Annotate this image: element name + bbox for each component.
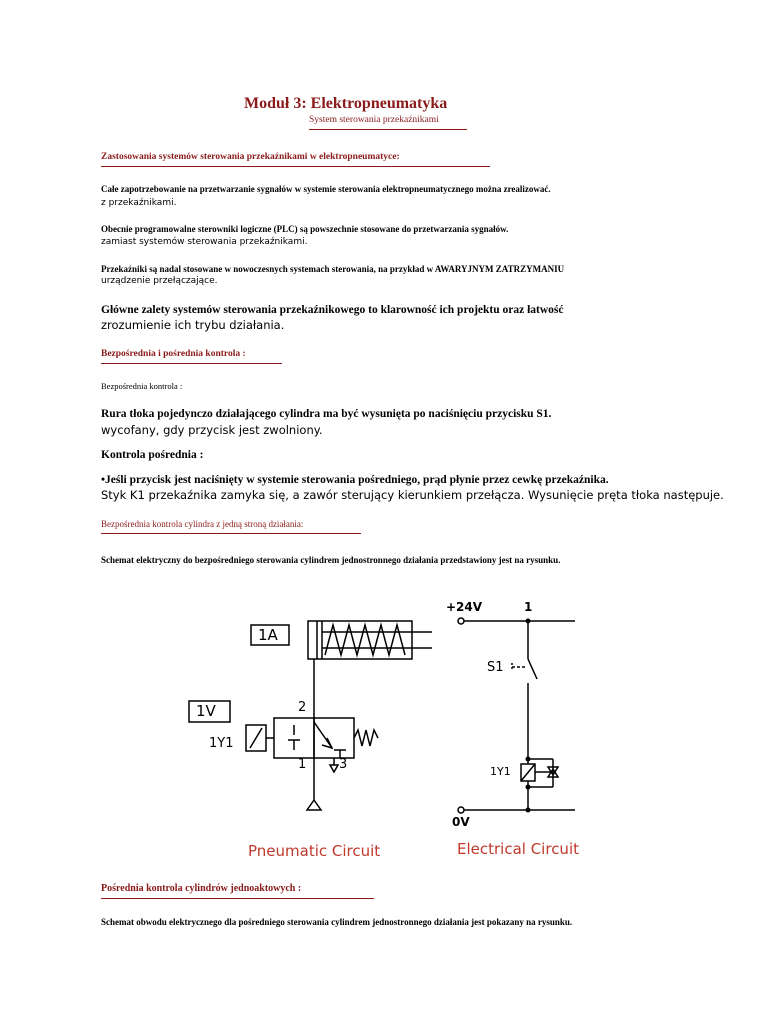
supply-triangle	[307, 800, 321, 810]
paragraph-line: Obecnie programowalne sterowniki logiczne (PLC) są powszechnie stosowane do przetwarzania sygnałów.	[101, 224, 509, 234]
section-heading-direct-cylinder: Bezpośrednia kontrola cylindra z jedną stroną działania:	[101, 519, 361, 534]
paragraph-line: urządzenie przełączające.	[101, 276, 218, 286]
electrical-circuit-diagram	[458, 618, 575, 813]
terminal-0v	[458, 807, 464, 813]
cylinder-spring	[325, 625, 405, 655]
section-heading-direct-indirect: Bezpośrednia i pośrednia kontrola :	[101, 349, 282, 364]
valve-position-left	[274, 718, 314, 758]
page-title: Moduł 3: Elektropneumatyka	[244, 95, 448, 112]
label-1y1: 1Y1	[209, 736, 234, 751]
switch-s1	[528, 659, 537, 679]
paragraph-line: zamiast systemów sterowania przekaźnikami.	[101, 237, 308, 247]
paragraph-line: Przekaźniki są nadal stosowane w nowoczesnych systemach sterowania, na przykład w AWARYJNYM ZATRZYMANIU	[101, 264, 565, 274]
switch-s1-label: S1	[487, 660, 504, 675]
paragraph-line: Schemat obwodu elektrycznego dla pośredniego sterowania cylindrem jednostronnego działania jest pokazany na rysunku.	[101, 917, 573, 927]
valve-position-right	[314, 718, 354, 758]
section-heading-indirect-cylinder: Pośrednia kontrola cylindrów jednoaktowych :	[101, 883, 374, 899]
paragraph-line: Rura tłoka pojedynczo działającego cylindra ma być wysunięta po naciśnięciu przycisku S1.	[101, 408, 552, 420]
label-1v: 1V	[196, 702, 216, 720]
paragraph-line: Główne zalety systemów sterowania przekaźnikowego to klarowność ich projektu oraz łatwość	[101, 304, 564, 316]
port-1-label: 1	[298, 757, 307, 772]
paragraph-line: Schemat elektryczny do bezpośredniego sterowania cylindrem jednostronnego działania przedstawiony jest na rysunku.	[101, 555, 561, 565]
paragraph-line: •Jeśli przycisk jest naciśnięty w systemie sterowania pośredniego, prąd płynie przez cewkę przekaźnika.	[101, 474, 609, 486]
electrical-caption: Electrical Circuit	[457, 840, 579, 858]
port-3-label: 3	[339, 757, 348, 772]
voltage-0v-label: 0V	[452, 815, 470, 829]
paragraph-line: Całe zapotrzebowanie na przetwarzanie sygnałów w systemie sterowania elektropneumatycznego można zrealizować.	[101, 184, 551, 194]
paragraph-line: wycofany, gdy przycisk jest zwolniony.	[101, 423, 323, 437]
label-1a: 1A	[258, 626, 278, 644]
page-subtitle: System sterowania przekaźnikami	[309, 115, 467, 130]
voltage-24v-label: +24V	[446, 600, 483, 614]
line-1-label: 1	[524, 600, 533, 614]
paragraph-line: z przekaźnikami.	[101, 198, 177, 208]
valve-spring	[354, 730, 378, 746]
sub-heading-direct: Bezpośrednia kontrola :	[101, 381, 183, 391]
pneumatic-caption: Pneumatic Circuit	[248, 842, 381, 860]
terminal-24v	[458, 618, 464, 624]
coil-1y1-label: 1Y1	[490, 765, 511, 778]
pneumatic-circuit-diagram	[189, 621, 432, 810]
exhaust-triangle	[330, 765, 338, 772]
port-2-label: 2	[298, 700, 307, 715]
paragraph-line: zrozumienie ich trybu działania.	[101, 318, 285, 332]
section-heading-applications: Zastosowania systemów sterowania przekaźnikami w elektropneumatyce:	[101, 152, 490, 167]
sub-heading-indirect: Kontrola pośrednia :	[101, 449, 204, 461]
paragraph-line: Styk K1 przekaźnika zamyka się, a zawór sterujący kierunkiem przełącza. Wysunięcie pręta tłoka następuje.	[101, 488, 724, 502]
